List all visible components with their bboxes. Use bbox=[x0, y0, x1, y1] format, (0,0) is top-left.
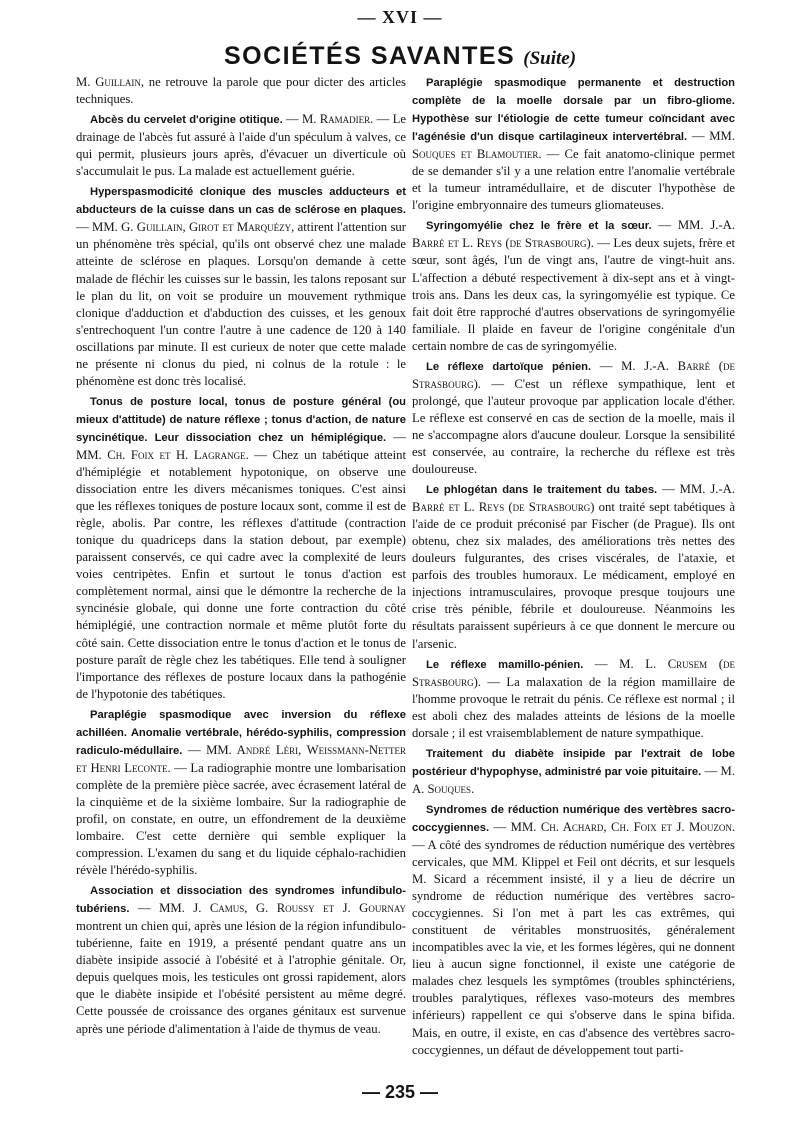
article-text: montrent un chien qui, après une lésion de la région infundibulo-tubérienne, faite en 1919, a présenté pendant quatre ans un diabète insipide associé à l'obésité et à l'atrophie génitale. Or, depuis quelques mois, les testicules ont grossi rapidement, alors que le diabète insipide et l'obésité persistent au même degré. Cette poussée de croissance des organes génitaux est survenue après une période d'alimentation à l'aide de thymus de veau. bbox=[76, 919, 406, 1036]
article-authors: — MM. Ch. Foix et H. Lagrange. bbox=[76, 429, 407, 462]
article-title: Abcès du cervelet d'origine otitique. bbox=[90, 114, 283, 127]
running-head bbox=[0, 42, 800, 71]
article-title: Paraplégie spasmodique permanente et destruction complète de la moelle dorsale par un fibro-gliome. Hypothèse sur l'étiologie de cette tumeur coïncidant avec l'agénésie d'un disque cartilagineux intervertébral. bbox=[412, 77, 735, 144]
article-title: Traitement du diabète insipide par l'extrait de lobe postérieur d'hypophyse, administré par voie pituitaire. bbox=[412, 747, 735, 778]
article-authors: — MM. Souques et Blamoutier. bbox=[412, 129, 736, 162]
article-title: Le réflexe dartoïque pénien. bbox=[426, 360, 592, 373]
article-paragraph bbox=[76, 111, 406, 180]
article-paragraph bbox=[76, 706, 406, 879]
article-text: — Les deux sujets, frère et sœur, sont âgés, l'un de vingt ans, l'autre de vingt-huit ans. L'affection a débuté respectivement à dix-sept ans et à vingt-trois ans. Dans les deux cas, la syringomyélie est typique. Ce fait doit être rapproché d'autres observations de syringomyélie familiale. Il plaide en faveur de l'origine congénitale d'un certain nombre de cas de syringomyélie. bbox=[412, 236, 735, 353]
article-paragraph bbox=[412, 74, 735, 214]
article-paragraph bbox=[412, 358, 735, 478]
article-text: attirent l'attention sur un phénomène très spécial, qu'ils ont observé chez une malade atteinte de sclérose en plaques. Lorsqu'on demande à cette malade de fléchir les cuisses sur le bassin, les talons reposant sur le plan du lit, on voit se produire un mouvement rythmique clonique d'adduction et d'abduction des cuisses, et les genoux s'entrechoquent l'un contre l'autre à une cadence de 120 à 140 oscillations par minute. Il est curieux de noter que cette malade ne présente ni clonus du pied, ni colnus de la rotule : le phénomène est donc très localisé. bbox=[76, 220, 406, 388]
article-text: — La radiographie montre une lombarisation complète de la première pièce sacrée, avec écrasement latéral de la cinquième et de la sixième lombaire. Sur la radiographie de profil, on constate, en outre, un effondrement de la deuxième lombaire. C'est cette dernière qui semble expliquer la compression. L'examen du sang et du liquide céphalo-rachidien révèle l'hérédo-syphilis. bbox=[76, 760, 406, 878]
article-title: Tonus de posture local, tonus de posture général (ou mieux d'attitude) de nature réflexe ; tonus d'action, de nature syncinétique. Leur dissociation chez un hémiplégique. bbox=[76, 395, 406, 444]
article-authors: — M. Ramadier. bbox=[282, 112, 374, 127]
article-title: Le phlogétan dans le traitement du tabes. bbox=[426, 484, 658, 497]
page-number: — 235 — bbox=[361, 1082, 439, 1102]
article-title: Syndromes de réduction numérique des vertèbres sacro-coccygiennes. bbox=[412, 803, 735, 834]
article-authors: — M. J.-A. Barré (de Strasbourg). bbox=[412, 358, 735, 391]
article-authors: — MM. André Léri, Weissmann-Netter et Henri Leconte. bbox=[76, 742, 406, 775]
article-authors: — MM. J.-A. Barré et L. Reys (de Strasbourg) bbox=[412, 482, 735, 515]
article-text: — Chez un tabétique atteint d'hémiplégie et notablement hypotonique, on observe une dissociation entre les divers mécanismes toniques. C'est ainsi que les réflexes toniques de posture locaux sont, comme il est de règle, abolis. Par contre, les réflexes d'attitude (contraction tonique du quadriceps dans la station debout, par exemple) paraissent conservés, ce qui cadre avec la complexité de leurs voies centripètes. Enfin et surtout le tonus d'action est complètement normal, ainsi que le démontre la recherche de la syncinésie globale, qui donne une forte contraction du côté hémiplégié, une contraction normale et même plutôt forte du côté sain. Cette dissociation entre le tonus d'action et le tonus de posture paraît de règle chez les tabétiques. Elle tend à souligner l'importance des réflexes de posture locaux dans la pathogénie de l'hypotonie des tabétiques. bbox=[76, 447, 407, 701]
article-paragraph bbox=[412, 481, 735, 652]
article-paragraph bbox=[76, 183, 406, 390]
article-paragraph bbox=[412, 656, 735, 742]
article-title: Hyperspasmodicité clonique des muscles adducteurs et abducteurs de la cuisse dans un cas de sclérose en plaques. bbox=[76, 186, 406, 217]
article-authors: — M. A. Souques. bbox=[412, 763, 735, 796]
article-text: ont traité sept tabétiques à l'aide de ce produit préconisé par Fischer (de Prague). Ils ont obtenu, chez six malades, des améliorations très nettes des douleurs fulgurantes, des crises viscérales, de l'ataxie, et parfois des troubles humoraux. Le médicament, employé en injections intramusculaires, provoque presque toujours une crise très pénible, fébrile et douloureuse. Néanmoins les résultats paraissent supérieurs à ce que donnent le mercure ou l'arsenic. bbox=[412, 500, 735, 651]
article-paragraph bbox=[412, 801, 735, 1059]
article-authors: M. Guillain bbox=[76, 75, 141, 89]
article-paragraph bbox=[412, 745, 735, 798]
article-paragraph bbox=[76, 393, 406, 703]
article-text: — C'est un réflexe sympathique, lent et prolongé, que l'auteur provoque par application locale d'éther. Le réflexe est conservé en cas de section de la moelle, mais il ne s'accompagne alors d'aucune douleur. Lorsque la sensibilité est conservée, au contraire, la recherche du réflexe est très douloureuse. bbox=[412, 376, 735, 477]
article-text: — Le drainage de l'abcès fut assuré à l'aide d'un spéculum à valves, ce qui permit, plusieurs jours après, d'évacuer un diverticule où s'accumulait le pus. La malade est actuellement guérie. bbox=[76, 112, 406, 179]
article-title: Paraplégie spasmodique avec inversion du réflexe achilléen. Anomalie vertébrale, hérédo-syphilis, compression radiculo-médullaire. bbox=[76, 708, 406, 757]
article-title: Le réflexe mamillo-pénien. bbox=[426, 658, 584, 671]
article-text: — La malaxation de la région mamillaire de l'homme provoque le retrait du pénis. Ce réflexe est normal ; il est aboli chez des malades atteints de lésions de la moelle dorsale ; il est vraisemblablement de nature sympathique. bbox=[412, 674, 735, 740]
section-title: SOCIÉTÉS SAVANTES bbox=[223, 42, 516, 70]
article-text: — A côté des syndromes de réduction numérique des vertèbres cervicales, que MM. Klippel et Feil ont décrits, et sur lesquels M. Sicard a récemment insisté, il y a lieu de décrire un syndrome de réduction numérique des vertèbres sacro-coccygiennes. Si l'on met à part les cas extrêmes, qui constituent de véritables monstruosités, généralement incompatibles avec la vie, et les formes légères, qui ne donnent lieu à aucun signe fonctionnel, il existe une catégorie de malades chez lesquels les symptômes (troubles sphinctériens, troubles paralytiques, réflexes vaso-moteurs des membres inférieurs) rappellent ce qui s'observe dans le spina bifida. Mais, en outre, il existe, en cas d'absence des vertèbres sacro-coccygiennes, un défaut de développement tout parti- bbox=[412, 838, 735, 1057]
article-authors: — MM. J.-A. Barré et L. Reys (de Strasbourg). bbox=[412, 218, 735, 251]
article-paragraph bbox=[76, 74, 406, 108]
article-text: — Ce fait anatomo-clinique permet de se demander s'il y a une relation entre l'anomalie vertébrale et la tumeur intramédullaire, et de discuter l'hypothèse de l'origine embryonnaire des tumeurs gliomateuses. bbox=[412, 147, 735, 213]
section-suite: (Suite) bbox=[523, 48, 577, 69]
article-text: , ne retrouve la parole que pour dicter des articles techniques. bbox=[76, 75, 406, 107]
article-title: Association et dissociation des syndromes infundibulo-tubériens. bbox=[76, 885, 406, 916]
right-column bbox=[412, 74, 735, 1062]
roman-folio: — XVI — bbox=[357, 7, 443, 27]
article-paragraph bbox=[76, 882, 406, 1037]
left-column bbox=[76, 74, 406, 1041]
article-title: Syringomyélie chez le frère et la sœur. bbox=[426, 220, 652, 233]
article-authors: — MM. J. Camus, G. Roussy et J. Gournay bbox=[129, 901, 406, 916]
article-authors: — M. L. Crusem (de Strasbourg). bbox=[412, 656, 735, 689]
article-authors: — MM. Ch. Achard, Ch. Foix et J. Mouzon. bbox=[489, 819, 735, 834]
article-paragraph bbox=[412, 217, 735, 354]
article-authors: — MM. G. Guillain, Girot et Marquézy, bbox=[76, 220, 295, 235]
